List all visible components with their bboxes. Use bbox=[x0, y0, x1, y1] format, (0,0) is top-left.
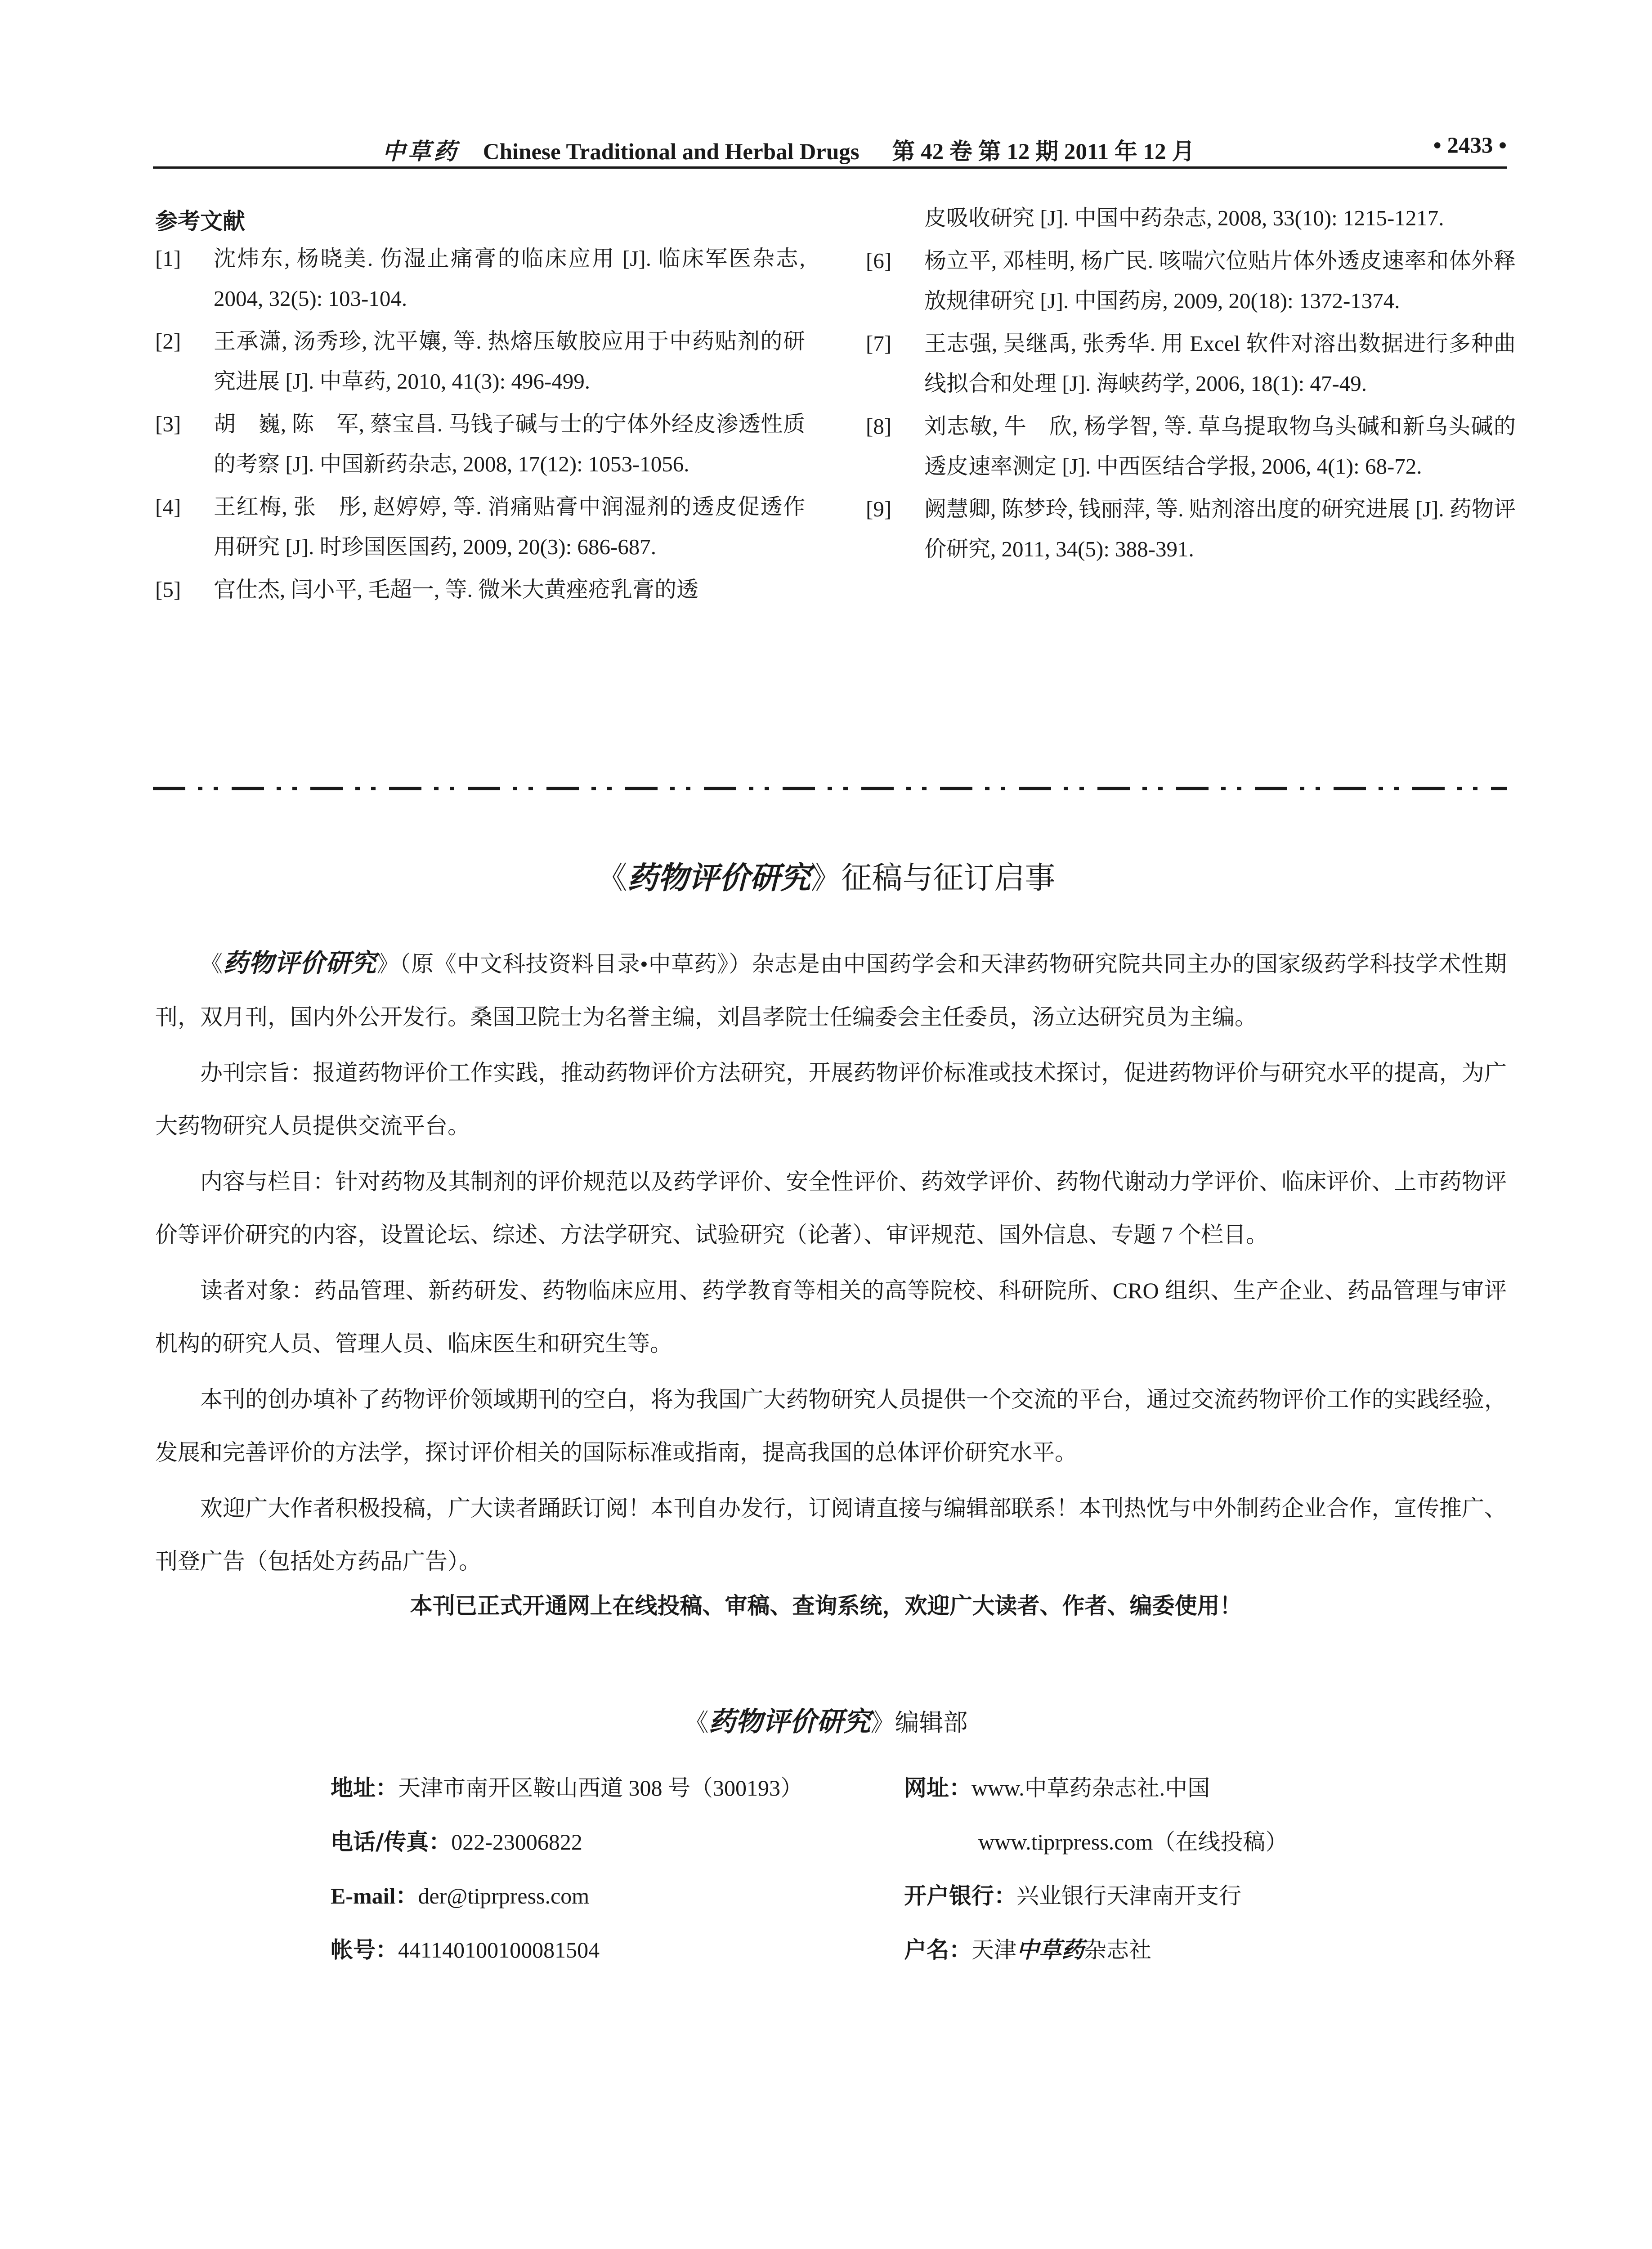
page-number: • 2433 • bbox=[1433, 133, 1507, 158]
bank-label: 开户银行： bbox=[904, 1883, 1016, 1909]
reference-number: [5] bbox=[155, 577, 181, 602]
reference-text: 王红梅, 张 彤, 赵婷婷, 等. 消痛贴膏中润湿剂的透皮促透作用研究 [J]. 时珍国医国药, 2009, 20(3): 686-687. bbox=[214, 494, 805, 559]
editorial-department bbox=[0, 1700, 1652, 1739]
paragraph-content: 内容与栏目：针对药物及其制剂的评价规范以及药学评价、安全性评价、药效学评价、药物代谢动力学评价、临床评价、上市药物评价等评价研究的内容，设置论坛、综述、方法学研究、试验研究（论著）、审评规范、国外信息、专题 7 个栏目。 bbox=[155, 1169, 1507, 1247]
title-bracket-open: 《 bbox=[596, 860, 627, 896]
reference-text: 胡 巍, 陈 军, 蔡宝昌. 马钱子碱与士的宁体外经皮渗透性质的考察 [J]. 中国新药杂志, 2008, 17(12): 1053-1056. bbox=[214, 412, 805, 476]
holder-journal-name: 中草药 bbox=[1016, 1936, 1084, 1963]
reference-number: [2] bbox=[155, 329, 181, 354]
reference-item bbox=[866, 406, 1516, 486]
reference-number: [6] bbox=[866, 248, 892, 273]
journal-name-en: Chinese Traditional and Herbal Drugs bbox=[483, 139, 860, 165]
paragraph-purpose: 办刊宗旨：报道药物评价工作实践，推动药物评价方法研究，开展药物评价标准或技术探讨，促进药物评价与研究水平的提高，为广大药物研究人员提供交流平台。 bbox=[155, 1060, 1507, 1138]
paragraph-intro bbox=[155, 936, 1507, 1044]
journal-logo-script: 药物评价研究 bbox=[627, 860, 811, 896]
announcement-body bbox=[155, 936, 1507, 1590]
contact-bank bbox=[904, 1878, 1241, 1910]
reference-text: 官仕杰, 闫小平, 毛超一, 等. 微米大黄痤疮乳膏的透 bbox=[214, 577, 699, 602]
reference-number: [1] bbox=[155, 246, 181, 271]
reference-text: 阙慧卿, 陈梦玲, 钱丽萍, 等. 贴剂溶出度的研究进展 [J]. 药物评价研究, 2011, 34(5): 388-391. bbox=[924, 497, 1516, 561]
reference-number: [8] bbox=[866, 414, 892, 439]
journal-name-cn: 中草药 bbox=[382, 139, 460, 165]
reference-text: 刘志敏, 牛 欣, 杨学智, 等. 草乌提取物乌头碱和新乌头碱的透皮速率测定 [J]. 中西医结合学报, 2006, 4(1): 68-72. bbox=[924, 414, 1516, 479]
email-label: E-mail： bbox=[331, 1883, 418, 1909]
paragraph-text: 》（原《中文科技资料目录•中草药》）杂志是由中国药学会和天津药物研究院共同主办的国家级药学科技学术性期刊，双月刊，国内外公开发行。桑国卫院士为名誉主编，刘昌孝院士任编委会主任委员，汤立达研究员为主编。 bbox=[155, 951, 1507, 1030]
references-left-column bbox=[155, 238, 805, 612]
reference-item bbox=[866, 489, 1516, 569]
account-value: 441140100100081504 bbox=[398, 1937, 600, 1962]
reference-item bbox=[155, 238, 805, 318]
journal-info bbox=[382, 133, 1195, 166]
paragraph-welcome: 欢迎广大作者积极投稿，广大读者踊跃订阅！本刊自办发行，订阅请直接与编辑部联系！本刊热忱与中外制药企业合作，宣传推广、刊登广告（包括处方药品广告）。 bbox=[155, 1496, 1507, 1574]
contact-website bbox=[904, 1770, 1210, 1802]
website-link-submission[interactable]: www.tiprpress.com（在线投稿） bbox=[978, 1829, 1288, 1855]
reference-number: [7] bbox=[866, 331, 892, 356]
reference-item bbox=[155, 569, 805, 609]
reference-number: [4] bbox=[155, 494, 181, 519]
issue-info: 第 42 卷 第 12 期 2011 年 12 月 bbox=[892, 139, 1195, 165]
address-value: 天津市南开区鞍山西道 308 号（300193） bbox=[398, 1775, 803, 1801]
reference-text: 沈炜东, 杨晓美. 伤湿止痛膏的临床应用 [J]. 临床军医杂志, 2004, 32(5): 103-104. bbox=[214, 246, 805, 311]
bracket-open: 《 bbox=[684, 1708, 709, 1737]
reference-text: 皮吸收研究 [J]. 中国中药杂志, 2008, 33(10): 1215-1217. bbox=[924, 206, 1444, 230]
phone-label: 电话/传真： bbox=[331, 1829, 452, 1855]
references-title: 参考文献 bbox=[155, 208, 245, 234]
reference-item bbox=[866, 241, 1516, 321]
website-link[interactable]: www.中草药杂志社.中国 bbox=[972, 1775, 1210, 1801]
phone-value: 022-23006822 bbox=[451, 1829, 582, 1855]
references-right-column bbox=[866, 198, 1516, 572]
bank-value: 兴业银行天津南开支行 bbox=[1016, 1883, 1241, 1909]
email-link[interactable]: der@tiprpress.com bbox=[418, 1883, 590, 1909]
dept-text: 》编辑部 bbox=[870, 1708, 968, 1737]
reference-item bbox=[155, 487, 805, 567]
contact-website-2 bbox=[978, 1824, 1288, 1856]
dashed-separator bbox=[153, 785, 1507, 792]
bracket-open: 《 bbox=[200, 951, 223, 977]
holder-text-end: 杂志社 bbox=[1084, 1937, 1151, 1962]
holder-text: 天津 bbox=[972, 1937, 1016, 1962]
reference-item bbox=[155, 404, 805, 484]
account-label: 帐号： bbox=[331, 1937, 398, 1963]
reference-continuation bbox=[866, 198, 1516, 238]
reference-item bbox=[866, 323, 1516, 403]
online-system-notice: 本刊已正式开通网上在线投稿、审稿、查询系统，欢迎广大读者、作者、编委使用！ bbox=[410, 1593, 1242, 1619]
journal-logo-script: 药物评价研究 bbox=[708, 1706, 871, 1738]
paragraph-readers: 读者对象：药品管理、新药研发、药物临床应用、药学教育等相关的高等院校、科研院所、CRO 组织、生产企业、药品管理与审评机构的研究人员、管理人员、临床医生和研究生等。 bbox=[155, 1278, 1507, 1356]
contact-phone bbox=[331, 1824, 582, 1856]
header-rule bbox=[153, 166, 1507, 169]
reference-text: 王承潇, 汤秀珍, 沈平孃, 等. 热熔压敏胶应用于中药贴剂的研究进展 [J]. 中草药, 2010, 41(3): 496-499. bbox=[214, 329, 805, 394]
contact-address bbox=[331, 1770, 803, 1802]
address-label: 地址： bbox=[331, 1775, 398, 1801]
reference-number: [9] bbox=[866, 497, 892, 521]
announcement-title bbox=[0, 854, 1652, 897]
journal-logo-script: 药物评价研究 bbox=[223, 948, 377, 978]
contact-holder bbox=[904, 1932, 1151, 1964]
running-header bbox=[153, 128, 1507, 169]
holder-label: 户名： bbox=[904, 1937, 972, 1963]
contact-account bbox=[331, 1932, 600, 1964]
reference-text: 王志强, 吴继禹, 张秀华. 用 Excel 软件对溶出数据进行多种曲线拟合和处理 [J]. 海峡药学, 2006, 18(1): 47-49. bbox=[924, 331, 1516, 396]
paragraph-significance: 本刊的创办填补了药物评价领域期刊的空白，将为我国广大药物研究人员提供一个交流的平台，通过交流药物评价工作的实践经验，发展和完善评价的方法学，探讨评价相关的国际标准或指南，提高我国的总体评价研究水平。 bbox=[155, 1387, 1507, 1465]
website-label: 网址： bbox=[904, 1775, 972, 1801]
contact-email bbox=[331, 1878, 589, 1910]
title-text: 》征稿与征订启事 bbox=[810, 860, 1056, 896]
reference-number: [3] bbox=[155, 412, 181, 436]
reference-text: 杨立平, 邓桂明, 杨广民. 咳喘穴位贴片体外透皮速率和体外释放规律研究 [J]. 中国药房, 2009, 20(18): 1372-1374. bbox=[924, 248, 1516, 313]
reference-item bbox=[155, 321, 805, 401]
